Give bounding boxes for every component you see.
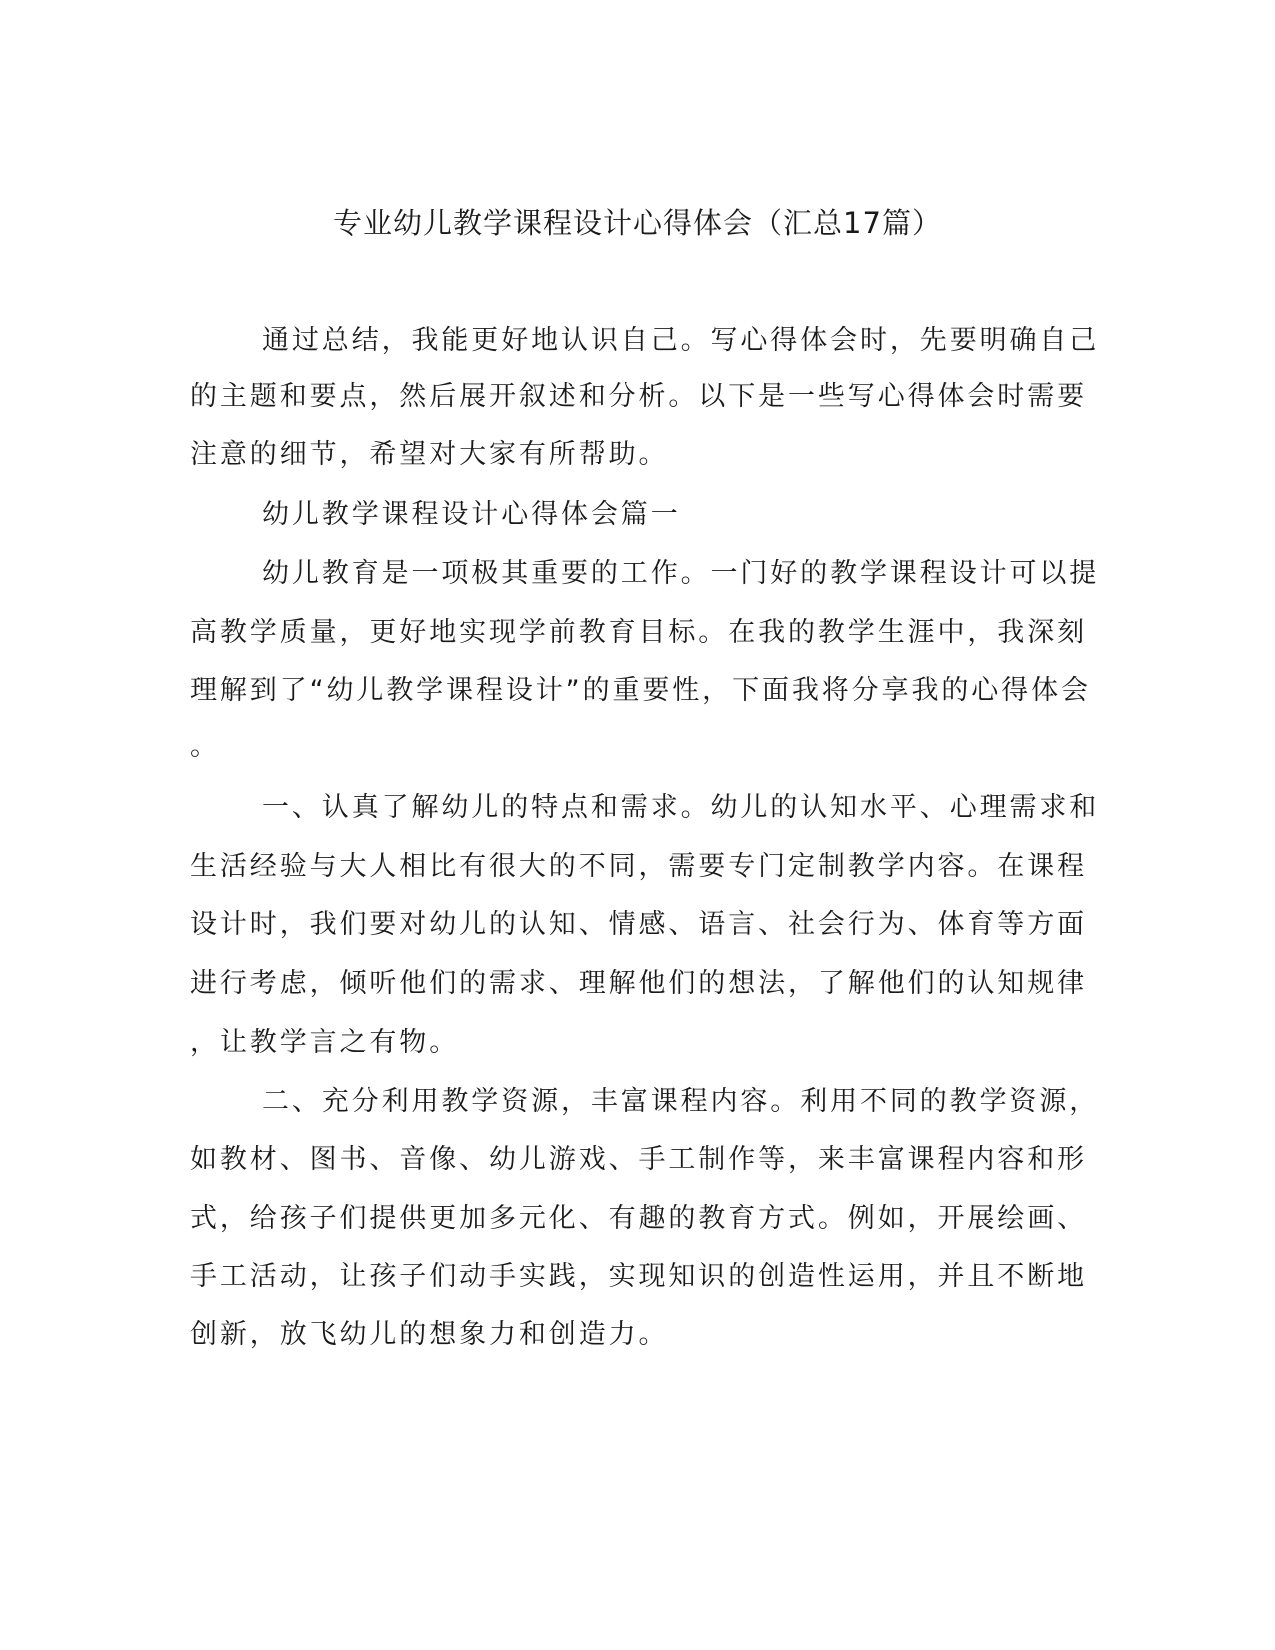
paragraph-line: 。 xyxy=(190,731,220,762)
paragraph-line: 二、充分利用教学资源，丰富课程内容。利用不同的教学资源， xyxy=(262,1086,1100,1117)
document-title: 专业幼儿教学课程设计心得体会（汇总17篇） xyxy=(333,206,942,240)
section-heading: 幼儿教学课程设计心得体会篇一 xyxy=(262,499,681,530)
paragraph-line: 如教材、图书、音像、幼儿游戏、手工制作等，来丰富课程内容和形 xyxy=(190,1144,1087,1175)
paragraph-line: 高教学质量，更好地实现学前教育目标。在我的教学生涯中，我深刻 xyxy=(190,617,1087,648)
paragraph-line: 注意的细节，希望对大家有所帮助。 xyxy=(190,439,669,470)
paragraph-line: 设计时，我们要对幼儿的认知、情感、语言、社会行为、体育等方面 xyxy=(190,909,1087,940)
paragraph-line: 手工活动，让孩子们动手实践，实现知识的创造性运用，并且不断地 xyxy=(190,1261,1087,1292)
paragraph-line: 进行考虑，倾听他们的需求、理解他们的想法，了解他们的认知规律 xyxy=(190,968,1087,999)
paragraph-line: 的主题和要点，然后展开叙述和分析。以下是一些写心得体会时需要 xyxy=(190,381,1087,412)
paragraph-line: 创新，放飞幼儿的想象力和创造力。 xyxy=(190,1319,669,1350)
paragraph-line: 理解到了“幼儿教学课程设计”的重要性，下面我将分享我的心得体会 xyxy=(190,675,1091,706)
paragraph-line: ，让教学言之有物。 xyxy=(190,1027,460,1058)
paragraph-line: 通过总结，我能更好地认识自己。写心得体会时，先要明确自己 xyxy=(262,325,1100,356)
paragraph-line: 生活经验与大人相比有很大的不同，需要专门定制教学内容。在课程 xyxy=(190,851,1087,882)
paragraph-line: 式，给孩子们提供更加多元化、有趣的教育方式。例如，开展绘画、 xyxy=(190,1203,1087,1234)
paragraph-line: 幼儿教育是一项极其重要的工作。一门好的教学课程设计可以提 xyxy=(262,558,1100,589)
paragraph-line: 一、认真了解幼儿的特点和需求。幼儿的认知水平、心理需求和 xyxy=(262,792,1100,823)
